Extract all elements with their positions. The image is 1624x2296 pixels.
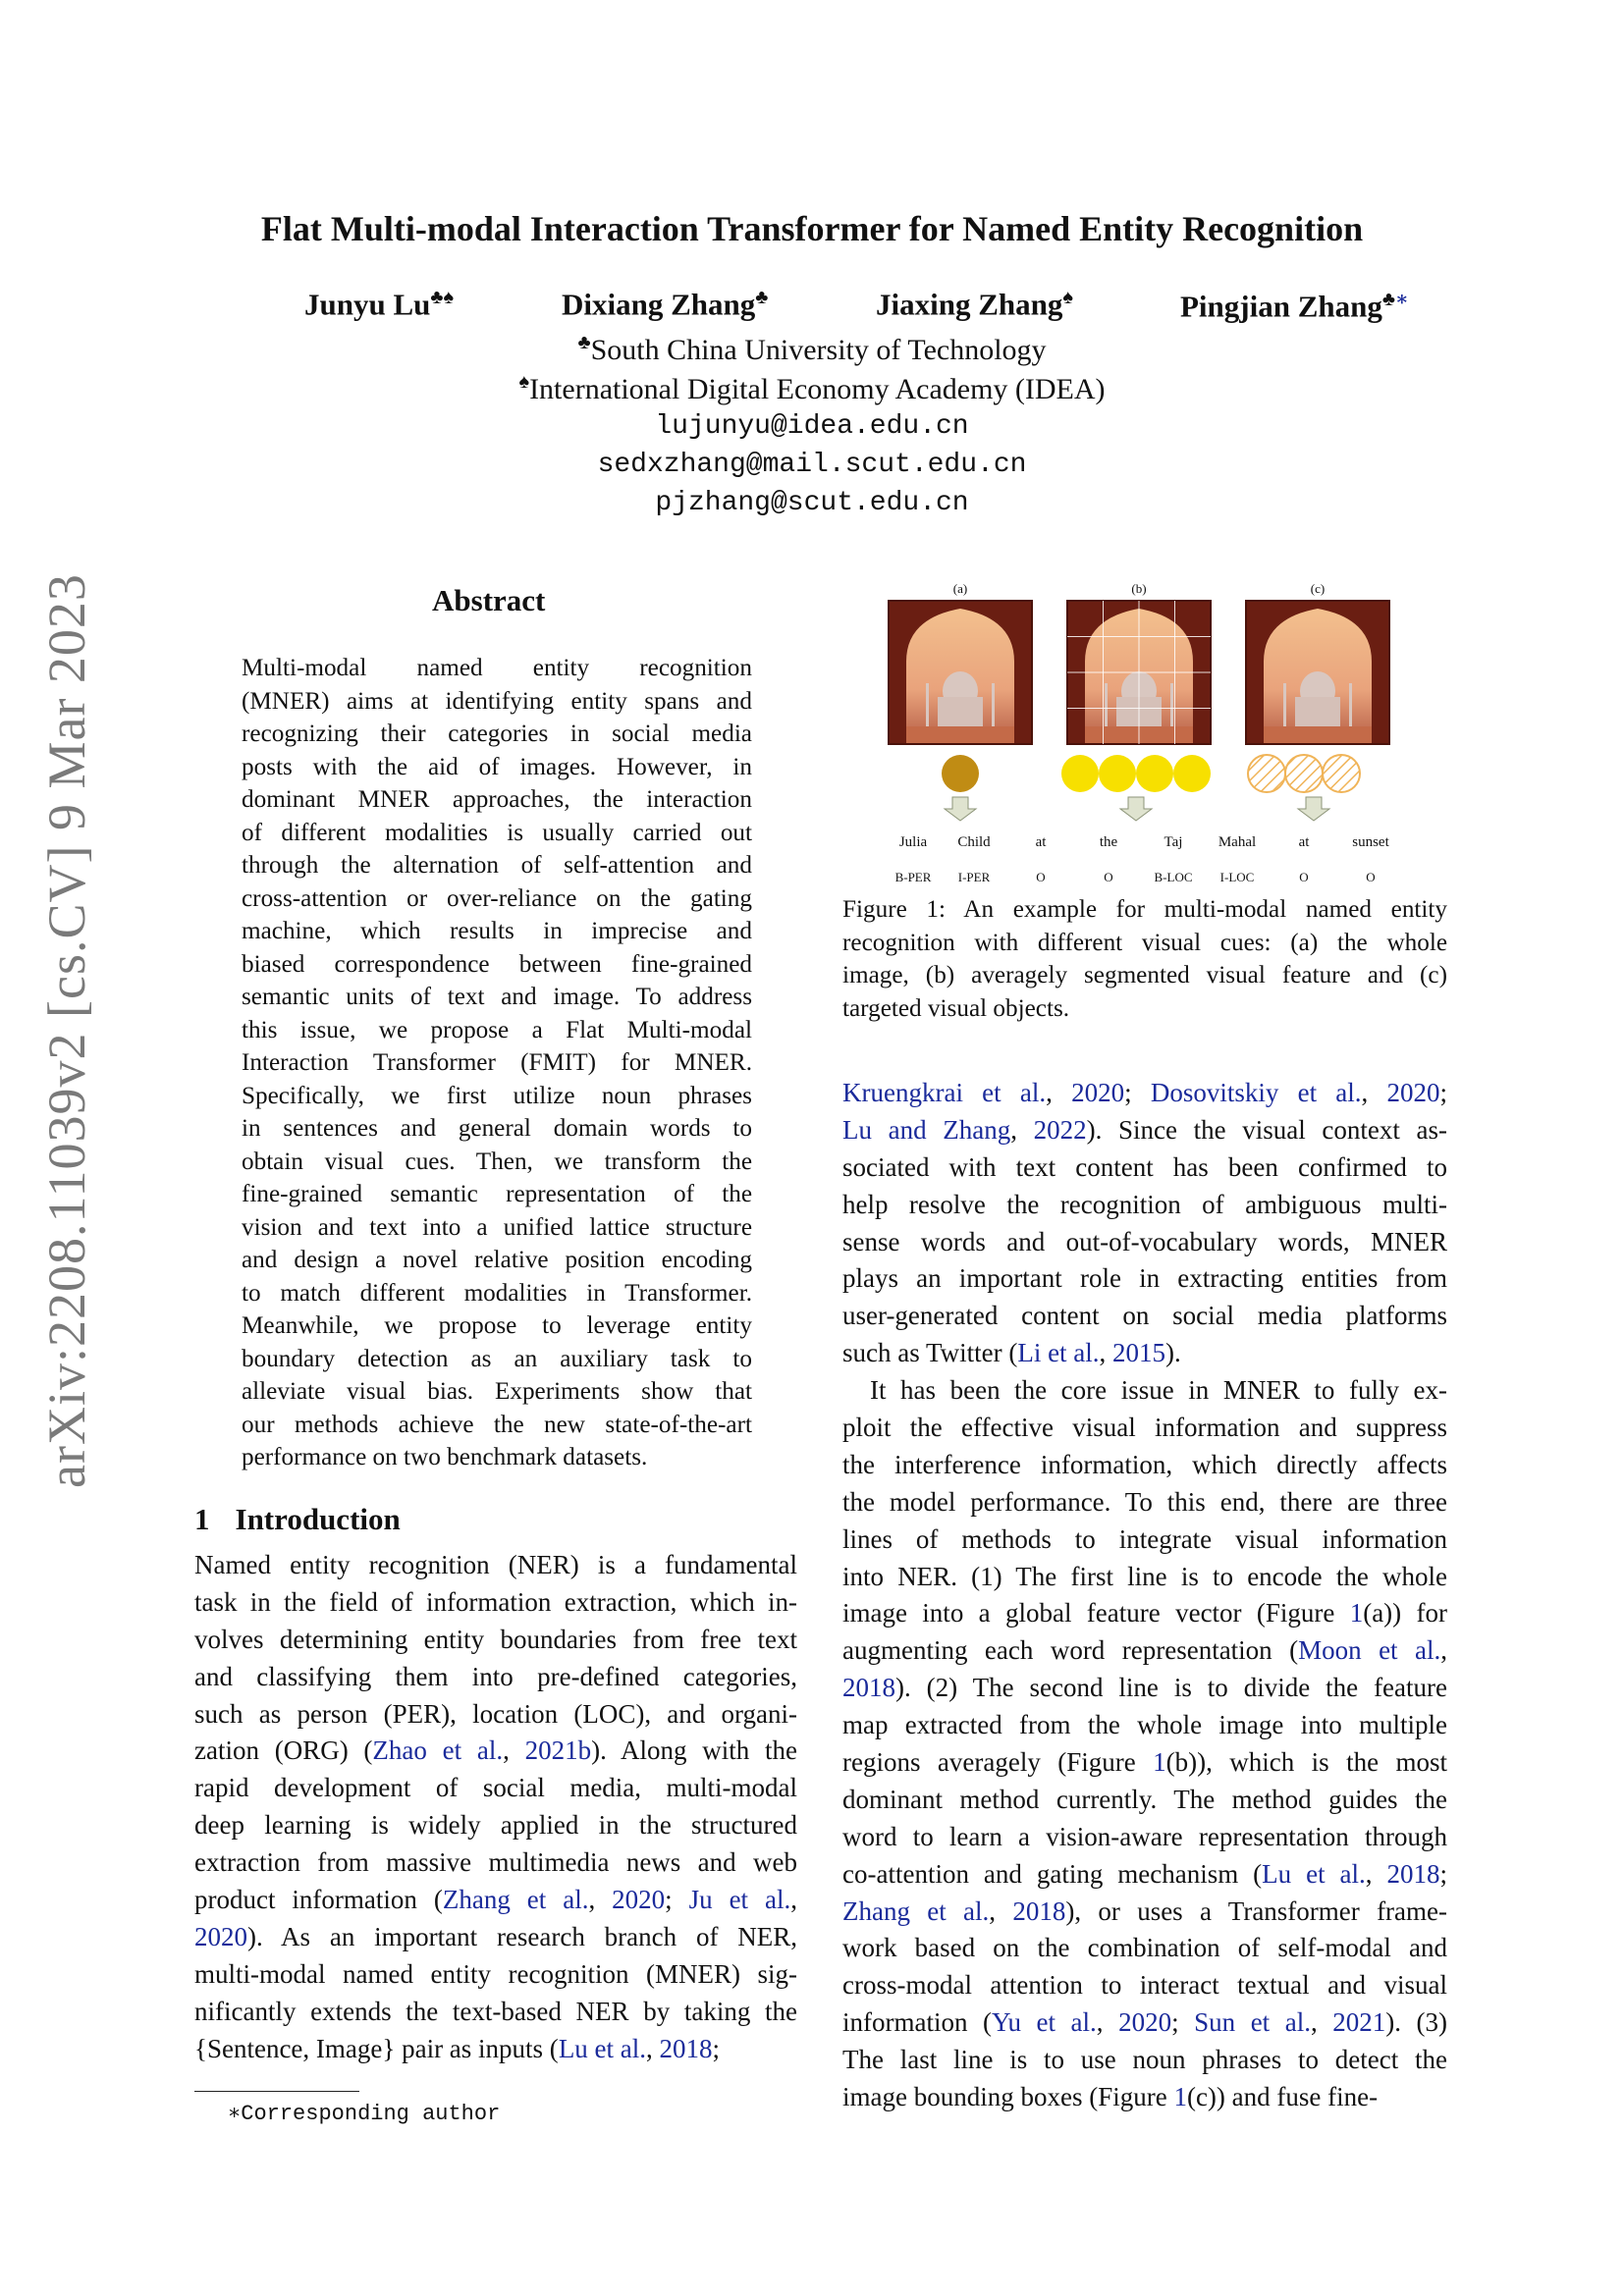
citation-link[interactable]: Zhang et al. <box>442 1885 589 1915</box>
abstract-line: performance on two benchmark datasets. <box>242 1444 648 1470</box>
text-line <box>842 1447 1447 1484</box>
text-run: volves determining entity boundaries from free text <box>194 1624 797 1654</box>
text-run: ; <box>712 2033 721 2063</box>
text-line <box>842 1335 1447 1372</box>
text-line <box>842 1410 1447 1447</box>
sentence-word: sunset <box>1352 834 1389 850</box>
email-1[interactable]: lujunyu@idea.edu.cn <box>655 411 969 442</box>
ner-tag: I-PER <box>957 870 991 884</box>
down-arrow-icon <box>1298 797 1329 821</box>
citation-link[interactable]: Lu et al. <box>1262 1858 1366 1889</box>
text-line <box>194 1994 797 2031</box>
citation-link[interactable]: Zhang et al. <box>842 1896 990 1926</box>
citation-link[interactable]: Moon et al. <box>1298 1635 1441 1666</box>
region-feature-circle <box>1173 755 1211 792</box>
text-run: (a)) for <box>1363 1598 1447 1629</box>
text-run: into NER. (1) The first line is to encode the whole <box>842 1561 1447 1591</box>
text-run: (b)), which is the most <box>1165 1747 1447 1778</box>
text-line <box>194 1919 797 1956</box>
text-run: , <box>1099 1338 1113 1368</box>
caption-line: targeted visual objects. <box>842 994 1070 1022</box>
text-run: sociated with text content has been confirmed to <box>842 1151 1447 1182</box>
text-run: the interference information, which directly affects <box>842 1449 1447 1479</box>
text-run: , <box>989 1896 1013 1926</box>
author-4: Pingjian Zhang♣∗ <box>1180 289 1409 324</box>
text-run: , <box>503 1735 525 1766</box>
caption-line: Figure 1: An example for multi-modal named entity <box>842 896 1447 923</box>
text-run: , <box>1440 1635 1447 1666</box>
text-line <box>194 1659 797 1696</box>
citation-link[interactable]: 2020 <box>1071 1078 1125 1107</box>
abstract-line: Specifically, we first utilize noun phrases <box>242 1082 752 1109</box>
text-run: nificantly extends the text-based NER by taking the <box>194 1996 797 2026</box>
text-run: The last line is to use noun phrases to detect the <box>842 2045 1447 2075</box>
text-line <box>842 2004 1447 2042</box>
text-run: dominant method currently. The method guides the <box>842 1784 1447 1814</box>
text-run: word to learn a vision-aware representation through <box>842 1821 1447 1851</box>
ner-tag: O <box>1104 870 1113 884</box>
abstract-body <box>242 652 752 1474</box>
text-line <box>194 1770 797 1807</box>
text-run: and classifying them into pre-defined categories, <box>194 1661 797 1691</box>
ner-tag: O <box>1299 870 1309 884</box>
text-line <box>842 1894 1447 1931</box>
ner-tag: I-LOC <box>1219 870 1255 884</box>
section-heading-introduction: 1 Introduction <box>194 1502 401 1536</box>
text-run: such as Twitter ( <box>842 1338 1018 1368</box>
citation-link[interactable]: 2018 <box>1386 1858 1440 1889</box>
region-feature-circle <box>1136 755 1173 792</box>
citation-link[interactable]: Sun et al. <box>1194 2007 1311 2038</box>
sentence-word: Taj <box>1164 834 1183 850</box>
sentence-word: the <box>1099 834 1118 850</box>
footnote-rule <box>194 2091 359 2092</box>
text-line <box>842 1112 1447 1149</box>
text-line <box>842 1930 1447 1967</box>
text-run: , <box>1046 1078 1072 1107</box>
text-run: ; <box>1439 1858 1448 1889</box>
text-run: ). (2) The second line is to divide the feature <box>895 1673 1447 1703</box>
text-line <box>194 1696 797 1734</box>
text-line <box>842 2079 1447 2116</box>
abstract-heading: Abstract <box>432 583 546 617</box>
citation-link[interactable]: 2018 <box>842 1673 895 1703</box>
citation-link[interactable]: 2022 <box>1033 1114 1087 1145</box>
ner-tag: B-PER <box>894 870 932 884</box>
author-2: Dixiang Zhang♣ <box>562 287 769 322</box>
text-run: information ( <box>842 2007 992 2038</box>
text-line <box>194 1807 797 1844</box>
text-line <box>842 1856 1447 1894</box>
author-3: Jiaxing Zhang♠ <box>876 287 1073 322</box>
text-run: ; <box>665 1885 689 1915</box>
sentence-word: Julia <box>898 834 928 850</box>
text-run: , <box>1096 2007 1119 2038</box>
citation-link[interactable]: 2018 <box>1012 1896 1066 1926</box>
text-line <box>194 1882 797 1919</box>
text-run: product information ( <box>194 1885 443 1915</box>
text-line <box>842 2042 1447 2079</box>
email-3[interactable]: pjzhang@scut.edu.cn <box>655 488 969 518</box>
citation-link[interactable]: Lu and Zhang <box>842 1114 1011 1145</box>
text-run: image bounding boxes (Figure <box>842 2082 1174 2112</box>
text-run: (c)) and fuse fine- <box>1186 2082 1379 2112</box>
text-line <box>842 1595 1447 1632</box>
sentence-word: at <box>1298 834 1310 850</box>
text-line <box>842 1670 1447 1707</box>
figure-1 <box>884 579 1414 893</box>
citation-link[interactable]: 2021b <box>524 1735 592 1766</box>
text-line <box>194 1547 797 1584</box>
text-run: zation (ORG) ( <box>194 1735 373 1766</box>
text-run: map extracted from the whole image into multiple <box>842 1710 1447 1740</box>
abstract-line: (MNER) aims at identifying entity spans and <box>242 687 752 715</box>
sentence-word: at <box>1035 834 1047 850</box>
text-run: ). As an important research branch of NER, <box>247 1921 797 1951</box>
abstract-line: cross-attention or over-reliance on the gating <box>242 884 752 912</box>
citation-link[interactable]: 1 <box>1173 2082 1187 2112</box>
author-1: Junyu Lu♣♠ <box>304 287 455 322</box>
abstract-line: recognizing their categories in social media <box>242 721 752 747</box>
text-line <box>194 1956 797 1994</box>
caption-line: image, (b) averagely segmented visual feature and (c) <box>842 962 1447 988</box>
abstract-line: obtain visual cues. Then, we transform the <box>242 1148 752 1175</box>
abstract-line: in sentences and general domain words to <box>242 1115 752 1142</box>
object-feature-circle <box>1285 755 1323 792</box>
text-run: ). Since the visual context as- <box>1086 1114 1447 1145</box>
text-line <box>194 1622 797 1659</box>
citation-link[interactable]: 2020 <box>612 1885 666 1915</box>
panel-label: (a) <box>952 581 968 596</box>
text-line <box>842 1707 1447 1744</box>
text-run: Named entity recognition (NER) is a fundamental <box>194 1550 797 1579</box>
abstract-line: alleviate visual bias. Experiments show that <box>242 1378 752 1405</box>
down-arrow-icon <box>1120 797 1152 821</box>
abstract-line: this issue, we propose a Flat Multi-modal <box>242 1016 752 1043</box>
introduction-body <box>194 1547 797 2067</box>
text-run: deep learning is widely applied in the structured <box>194 1810 797 1841</box>
caption-line: recognition with different visual cues: (a) the whole <box>842 929 1447 956</box>
text-line <box>842 1075 1447 1112</box>
text-line <box>842 1187 1447 1224</box>
global-feature-circle <box>942 755 979 792</box>
text-run: ), or uses a Transformer frame- <box>1065 1896 1448 1926</box>
citation-link[interactable]: 2018 <box>659 2033 713 2063</box>
paper-title: Flat Multi-modal Interaction Transformer for Named Entity Recognition <box>260 209 1364 248</box>
text-run: lines of methods to integrate visual information <box>842 1523 1447 1554</box>
ner-tag: B-LOC <box>1154 870 1193 884</box>
text-run: cross-modal attention to interact textual and visual <box>842 1970 1447 2001</box>
taj-mahal-image <box>889 601 1032 744</box>
text-run: ; <box>1439 1078 1448 1107</box>
text-line <box>842 1224 1447 1261</box>
text-line <box>842 1967 1447 2004</box>
text-run: such as person (PER), location (LOC), and organi- <box>194 1698 797 1729</box>
corresponding-star[interactable]: ∗ <box>1395 289 1409 310</box>
taj-mahal-image <box>1067 601 1211 744</box>
text-run: , <box>1365 1858 1387 1889</box>
text-line <box>842 1372 1447 1410</box>
text-run: , <box>1310 2007 1333 2038</box>
abstract-line: boundary detection as an auxiliary task to <box>242 1345 752 1372</box>
text-line <box>842 1744 1447 1782</box>
region-feature-circle <box>1061 755 1099 792</box>
text-line <box>194 1733 797 1770</box>
object-feature-circle <box>1248 755 1285 792</box>
citation-link[interactable]: 2020 <box>194 1921 247 1951</box>
text-line <box>842 1522 1447 1559</box>
text-run: augmenting each word representation ( <box>842 1635 1299 1666</box>
affiliation-1: ♣South China University of Technology <box>577 332 1047 366</box>
text-run: sense words and out-of-vocabulary words, MNER <box>842 1226 1447 1256</box>
citation-link[interactable]: Li et al. <box>1017 1338 1100 1368</box>
text-run: multi-modal named entity recognition (MNER) sig- <box>194 1958 797 1989</box>
text-line <box>842 1298 1447 1335</box>
abstract-line: dominant MNER approaches, the interaction <box>242 786 752 813</box>
text-run: {Sentence, Image} pair as inputs ( <box>194 2033 559 2063</box>
taj-mahal-image <box>1246 601 1389 744</box>
text-run: , <box>790 1885 797 1915</box>
arxiv-id: arXiv:2208.11039v2 [cs.CV] 9 Mar 2023 <box>37 573 96 1488</box>
text-run: user-generated content on social media platforms <box>842 1301 1447 1331</box>
abstract-line: through the alternation of self-attention and <box>242 852 752 879</box>
abstract-line: and design a novel relative position encoding <box>242 1247 752 1273</box>
abstract-line: posts with the aid of images. However, in <box>242 753 752 780</box>
sentence-word: Mahal <box>1218 834 1257 850</box>
text-line <box>842 1484 1447 1522</box>
text-run: regions averagely (Figure <box>842 1747 1154 1778</box>
text-line <box>842 1782 1447 1819</box>
abstract-line: semantic units of text and image. To address <box>242 984 752 1010</box>
affiliation-2: ♠International Digital Economy Academy (IDEA) <box>518 371 1106 405</box>
citation-link[interactable]: 2020 <box>1118 2007 1172 2038</box>
abstract-line: our methods achieve the new state-of-the-art <box>242 1411 752 1438</box>
text-line <box>194 1844 797 1882</box>
footnote: ∗Corresponding author <box>228 2102 501 2126</box>
ner-tag: O <box>1366 870 1376 884</box>
abstract-line: vision and text into a unified lattice structure <box>242 1213 752 1241</box>
abstract-line: biased correspondence between fine-grained <box>242 950 752 978</box>
abstract-line: Interaction Transformer (FMIT) for MNER. <box>242 1049 752 1076</box>
text-line <box>842 1559 1447 1596</box>
citation-link[interactable]: 1 <box>1349 1598 1364 1629</box>
text-line <box>194 2031 797 2068</box>
email-2[interactable]: sedxzhang@mail.scut.edu.cn <box>597 450 1027 480</box>
abstract-line: Meanwhile, we propose to leverage entity <box>242 1312 752 1339</box>
text-run: ; <box>1171 2007 1195 2038</box>
citation-link[interactable]: 2015 <box>1112 1338 1166 1368</box>
text-line <box>842 1819 1447 1856</box>
text-run: , <box>1361 1078 1387 1107</box>
text-line <box>842 1632 1447 1670</box>
text-run: It has been the core issue in MNER to fully ex- <box>870 1375 1447 1406</box>
figure-1-caption <box>842 893 1447 1025</box>
citation-link[interactable]: Dosovitskiy et al. <box>1150 1078 1362 1107</box>
abstract-line: fine-grained semantic representation of the <box>242 1181 752 1207</box>
abstract-line: machine, which results in imprecise and <box>242 918 752 944</box>
text-run: task in the field of information extraction, which in- <box>194 1586 797 1617</box>
text-run: , <box>1010 1114 1034 1145</box>
right-column-body <box>842 1075 1447 2116</box>
text-run: , <box>646 2033 660 2063</box>
text-run: plays an important role in extracting entities from <box>842 1263 1447 1294</box>
citation-link[interactable]: 2021 <box>1332 2007 1386 2038</box>
text-run: ). (3) <box>1385 2007 1448 2038</box>
citation-link[interactable]: Ju et al. <box>688 1885 791 1915</box>
text-run: image into a global feature vector (Figure <box>842 1598 1350 1629</box>
text-run: co-attention and gating mechanism ( <box>842 1858 1263 1889</box>
text-run: work based on the combination of self-modal and <box>842 1933 1447 1963</box>
text-run: , <box>588 1885 613 1915</box>
text-line <box>842 1149 1447 1187</box>
panel-label: (c) <box>1310 581 1326 596</box>
panel-label: (b) <box>1131 581 1147 596</box>
abstract-line: to match different modalities in Transformer. <box>242 1279 752 1307</box>
sentence-word: Child <box>957 834 991 850</box>
text-run: ploit the effective visual information and suppress <box>842 1413 1447 1443</box>
citation-link[interactable]: 1 <box>1153 1747 1166 1778</box>
text-run: help resolve the recognition of ambiguous multi- <box>842 1189 1447 1219</box>
down-arrow-icon <box>945 797 976 821</box>
abstract-line: of different modalities is usually carried out <box>242 819 752 846</box>
citation-link[interactable]: Yu et al. <box>992 2007 1097 2038</box>
text-run: ). Along with the <box>591 1735 798 1766</box>
citation-link[interactable]: Lu et al. <box>558 2033 647 2063</box>
text-line <box>842 1260 1447 1298</box>
figure-1-graphic <box>884 579 1414 893</box>
text-line <box>194 1584 797 1622</box>
text-run: ). <box>1165 1338 1181 1368</box>
text-run: the model performance. To this end, there are three <box>842 1486 1447 1517</box>
ner-tag: O <box>1036 870 1046 884</box>
text-run: rapid development of social media, multi-modal <box>194 1773 797 1803</box>
citation-link[interactable]: Kruengkrai et al. <box>842 1078 1047 1107</box>
citation-link[interactable]: Zhao et al. <box>372 1735 504 1766</box>
region-feature-circle <box>1099 755 1136 792</box>
object-feature-circle <box>1323 755 1360 792</box>
text-run: extraction from massive multimedia news and web <box>194 1847 797 1878</box>
abstract-line: Multi-modal named entity recognition <box>242 655 752 681</box>
text-run: ; <box>1124 1078 1151 1107</box>
citation-link[interactable]: 2020 <box>1386 1078 1440 1107</box>
